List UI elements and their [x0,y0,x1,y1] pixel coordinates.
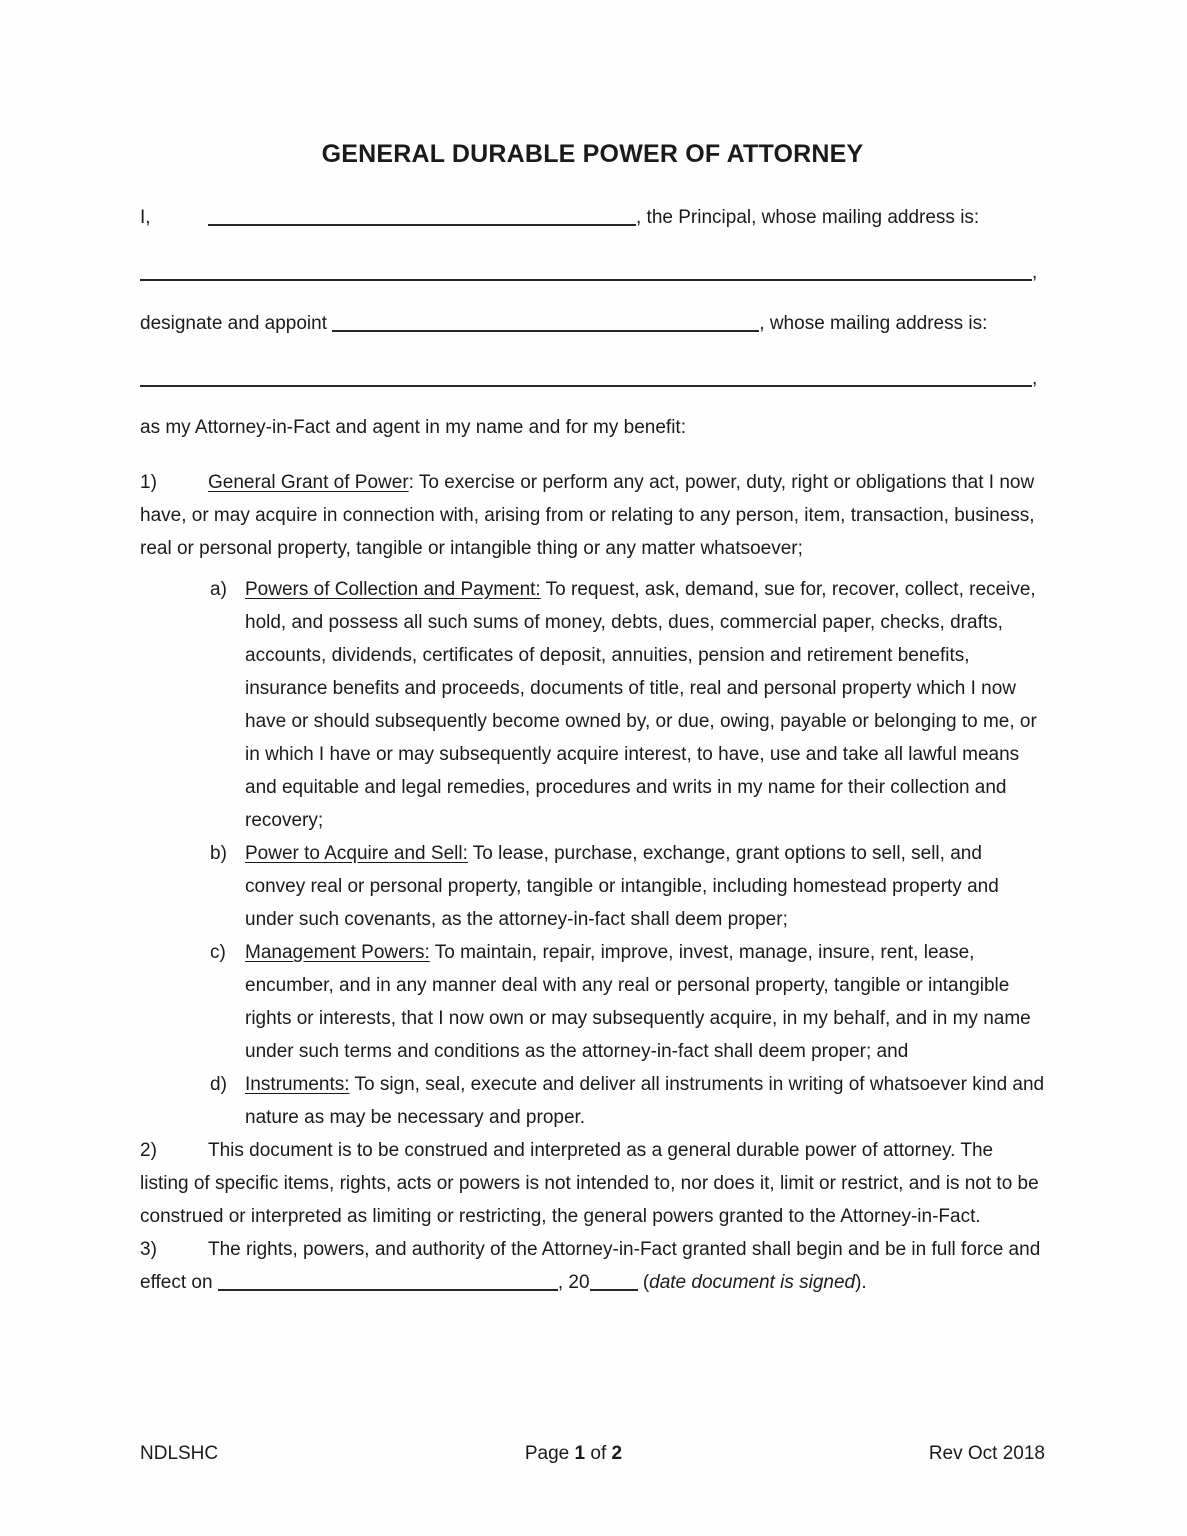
effective-year-field[interactable] [590,1269,638,1291]
agent-address-comma: , [1032,368,1038,389]
subitem-d-heading: Instruments: [245,1074,350,1095]
subitem-a-marker: a) [210,579,227,600]
section-3-body: The rights, powers, and authority of the Attorney-in-Fact granted shall begin and be in full force and effect on [140,1239,1041,1293]
section-1-marker: 1) [140,472,157,493]
effective-date-field[interactable] [218,1269,558,1291]
subitem-c-body: To maintain, repair, improve, invest, manage, insure, rent, lease, encumber, and in any manner deal with any real or personal property, tangible or intangible rights or interests, that I now own or may subsequently acquire, in my behalf, and in my name under such terms and conditions as the attorney-in-fact shall deem proper; and [245,942,1031,1062]
subitem-c-marker: c) [210,942,226,963]
agent-address-field[interactable] [140,365,1032,387]
subitem-a-heading: Powers of Collection and Payment: [245,579,541,600]
agent-line [140,307,1045,340]
section-3-marker: 3) [140,1239,157,1260]
page-title: GENERAL DURABLE POWER OF ATTORNEY [321,140,864,168]
agent-name-field[interactable] [332,310,759,332]
principal-line-rest: , the Principal, whose mailing address is: [636,207,980,228]
subitem-b-body: To lease, purchase, exchange, grant options to sell, sell, and convey real or personal property, tangible or intangible, including homestead property and under such covenants, as the attorney-in-fact shall deem proper; [245,843,999,930]
subitem-d-body: To sign, seal, execute and deliver all instruments in writing of whatsoever kind and nature as may be necessary and proper. [245,1074,1045,1128]
footer-page-label: Page [524,1443,570,1464]
principal-line-lead: I, [140,207,151,228]
section-2 [140,1134,1045,1233]
subitem-b-marker: b) [210,843,227,864]
subitem-b [140,837,1045,936]
intro-closing: as my Attorney-in-Fact and agent in my name and for my benefit: [140,417,686,438]
section-1-subitems [140,573,1045,1134]
section-1 [140,466,1045,565]
section-3-note-close: ). [855,1272,867,1293]
agent-line-rest: , whose mailing address is: [759,313,988,334]
subitem-d-marker: d) [210,1074,227,1095]
section-3 [140,1233,1045,1299]
principal-address-comma: , [1032,262,1038,283]
subitem-a [140,573,1045,837]
principal-name-field[interactable] [208,204,636,226]
footer-org: NDLSHC [140,1443,219,1464]
section-3-year-prefix: , 20 [557,1272,590,1293]
subitem-b-heading: Power to Acquire and Sell: [245,843,468,864]
principal-line [140,201,1045,234]
footer-revision: Rev Oct 2018 [928,1443,1045,1464]
section-2-marker: 2) [140,1140,157,1161]
subitem-a-body: To request, ask, demand, sue for, recover, collect, receive, hold, and possess all such sums of money, debts, dues, commercial paper, checks, drafts, accounts, dividends, certificates of deposit, annuities, pension and retirement benefits, insurance benefits and proceeds, documents of title, real and personal property which I now have or should subsequently become owned by, or due, owing, payable or belonging to me, or in which I have or may subsequently acquire interest, to have, use and take all lawful means and equitable and legal remedies, procedures and writs in my name for their collection and recovery; [245,579,1037,831]
footer-page-indicator [525,1442,622,1466]
section-3-note: date document is signed [649,1272,856,1293]
principal-address-field[interactable] [140,259,1032,281]
section-3-note-open: ( [642,1272,650,1293]
page-footer [140,1442,1045,1466]
section-2-body: This document is to be construed and interpreted as a general durable power of attorney. The listing of specific items, rights, acts or powers is not intended to, nor does it, limit or restrict, and is not to be construed or interpreted as limiting or restricting, the general powers granted to the Attorney-in-Fact. [140,1140,1039,1227]
footer-page-of: of [590,1443,607,1464]
footer-page-total: 2 [611,1443,623,1464]
subitem-d [140,1068,1045,1134]
agent-line-lead: designate and appoint [140,313,327,334]
section-1-body: : To exercise or perform any act, power, duty, right or obligations that I now have, or may acquire in connection with, arising from or relating to any person, item, transaction, business, real or personal property, tangible or intangible thing or any matter whatsoever; [140,472,1035,559]
footer-page-number: 1 [574,1443,586,1464]
section-1-heading: General Grant of Power [208,472,409,493]
subitem-c-heading: Management Powers: [245,942,430,963]
subitem-c [140,936,1045,1068]
principal-address-line [140,256,1045,289]
agent-address-line [140,362,1045,395]
